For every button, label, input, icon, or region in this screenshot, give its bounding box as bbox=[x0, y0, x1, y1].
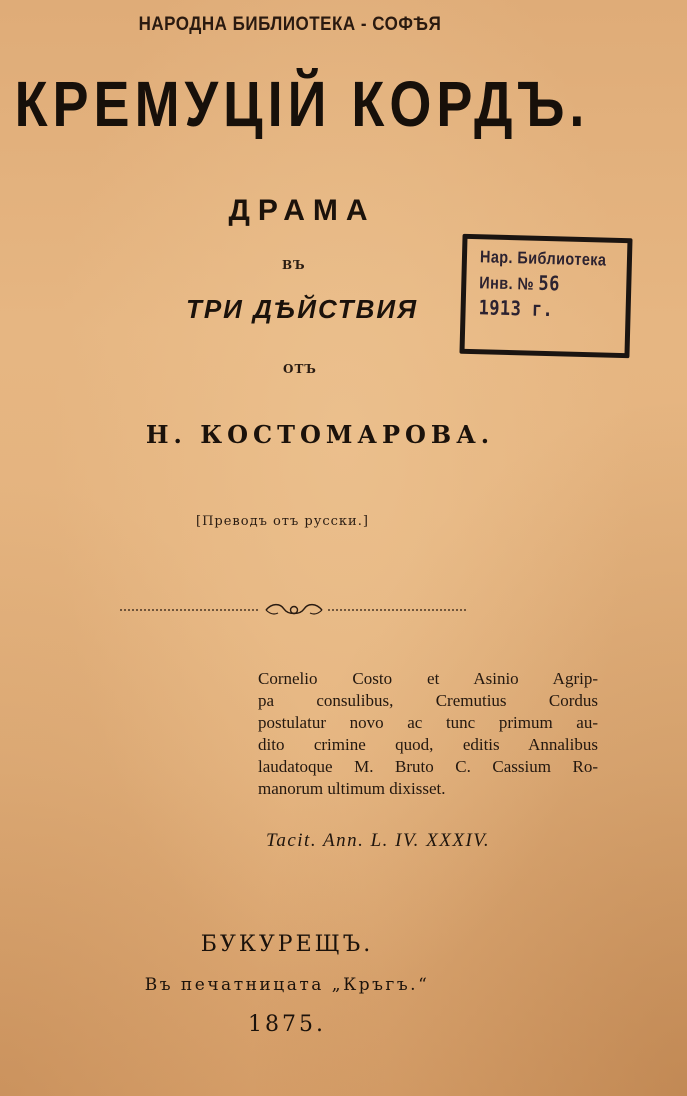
translation-note: [Преводъ отъ русски.] bbox=[196, 514, 369, 529]
epigraph-line: postulatur novo ac tunc primum au- bbox=[258, 713, 598, 732]
epigraph-line: Cornelio Costo et Asinio Agrip- bbox=[258, 669, 598, 688]
acts-label: ТРИ ДѢЙСТВИЯ bbox=[185, 294, 419, 324]
stamp-inventory-label: Инв. № bbox=[479, 273, 535, 294]
stamp-text bbox=[478, 244, 629, 325]
imprint-printer: Въ печатницата „Кръгъ.“ bbox=[144, 975, 430, 995]
stamp-line-inventory bbox=[479, 269, 606, 298]
stamp-line-library: Нар. Библиотека bbox=[479, 247, 607, 270]
epigraph-line: manorum ultimum dixisset. bbox=[258, 779, 446, 798]
epigraph-line: laudatoque M. Bruto C. Cassium Ro- bbox=[258, 757, 598, 776]
epigraph-citation: Tacit. Ann. L. IV. XXXIV. bbox=[266, 830, 491, 851]
epigraph-line: pa consulibus, Cremutius Cordus bbox=[258, 691, 598, 710]
imprint-city: БУКУРЕЩЪ. bbox=[200, 932, 374, 957]
stamp-year: 1913 г. bbox=[478, 295, 554, 322]
ornament-divider bbox=[120, 600, 468, 620]
author-name: Н. КОСТОМАРОВА. bbox=[145, 420, 495, 449]
library-stamp bbox=[459, 234, 632, 358]
epigraph-line: dito crimine quod, editis Annalibus bbox=[258, 735, 598, 754]
genre-label: ДРАМА bbox=[228, 194, 376, 227]
imprint-year: 1875. bbox=[248, 1012, 326, 1037]
stamp-line-year bbox=[478, 295, 605, 324]
stamp-inventory-number: 56 bbox=[538, 270, 561, 296]
preposition-by: ОТЪ bbox=[283, 362, 317, 376]
latin-epigraph bbox=[258, 668, 598, 800]
preposition-in: ВЪ bbox=[282, 258, 306, 272]
book-title: КРЕМУЦІЙ КОРДЪ. bbox=[14, 69, 590, 141]
library-header: НАРОДНА БИБЛИОТЕКА - СОФѢЯ bbox=[138, 12, 442, 35]
